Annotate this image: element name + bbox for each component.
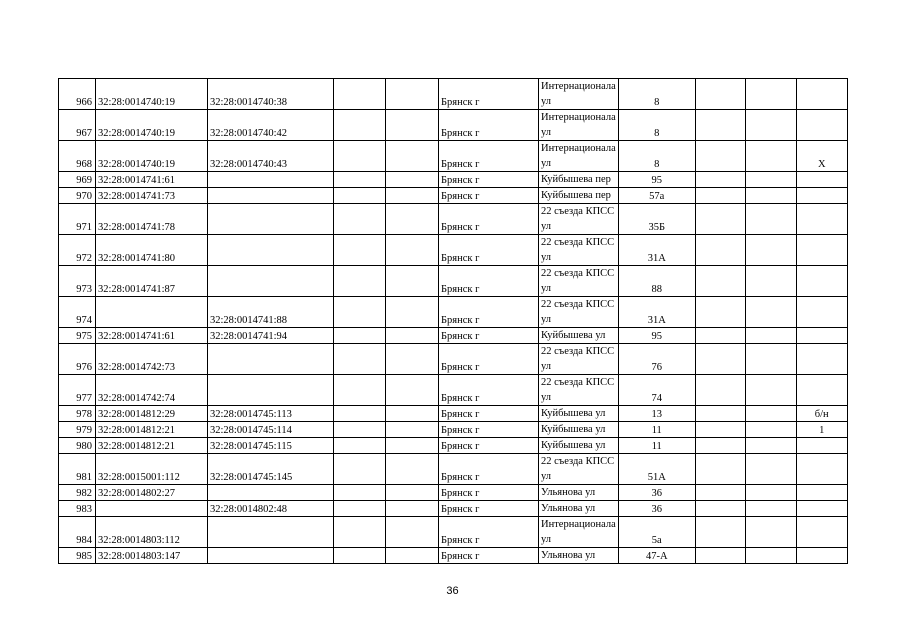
table-row [59,548,848,564]
empty-cell [334,79,386,110]
empty-cell [695,235,745,266]
row-number-cell: 978 [59,406,96,422]
city-cell: Брянск г [439,501,539,517]
cadastral-number-cell: 32:28:0014803:112 [96,517,208,548]
street-cell: Куйбышева пер [539,188,619,204]
note-cell [796,344,847,375]
empty-cell [386,517,439,548]
empty-cell [334,204,386,235]
empty-cell [695,141,745,172]
empty-cell [386,266,439,297]
street-cell: Интернационала ул [539,141,619,172]
house-number-cell: 8 [618,110,695,141]
house-number-cell: 36 [618,501,695,517]
house-number-cell: 8 [618,79,695,110]
table-row [59,375,848,406]
table-row [59,297,848,328]
table-row [59,172,848,188]
table-row [59,485,848,501]
city-cell: Брянск г [439,188,539,204]
cadastral-number-2-cell [208,548,334,564]
empty-cell [745,266,796,297]
table-row [59,406,848,422]
street-cell: 22 съезда КПСС ул [539,235,619,266]
row-number-cell: 974 [59,297,96,328]
street-cell: 22 съезда КПСС ул [539,454,619,485]
note-cell [796,454,847,485]
row-number-cell: 982 [59,485,96,501]
cadastral-number-cell: 32:28:0014742:73 [96,344,208,375]
city-cell: Брянск г [439,328,539,344]
cadastral-number-cell [96,297,208,328]
cadastral-number-2-cell [208,172,334,188]
empty-cell [695,328,745,344]
cadastral-number-2-cell: 32:28:0014745:145 [208,454,334,485]
cadastral-number-cell: 32:28:0014812:21 [96,438,208,454]
table-row [59,438,848,454]
empty-cell [695,501,745,517]
row-number-cell: 980 [59,438,96,454]
empty-cell [745,517,796,548]
empty-cell [386,297,439,328]
city-cell: Брянск г [439,204,539,235]
cadastral-number-2-cell [208,344,334,375]
house-number-cell: 11 [618,438,695,454]
empty-cell [695,517,745,548]
city-cell: Брянск г [439,517,539,548]
empty-cell [334,188,386,204]
empty-cell [386,438,439,454]
empty-cell [695,406,745,422]
empty-cell [745,110,796,141]
street-cell: 22 съезда КПСС ул [539,266,619,297]
empty-cell [386,344,439,375]
house-number-cell: 31А [618,297,695,328]
empty-cell [745,328,796,344]
empty-cell [745,204,796,235]
cadastral-number-cell: 32:28:0014812:21 [96,422,208,438]
row-number-cell: 971 [59,204,96,235]
empty-cell [334,235,386,266]
empty-cell [745,422,796,438]
note-cell [796,297,847,328]
empty-cell [334,517,386,548]
cadastral-number-cell: 32:28:0014740:19 [96,141,208,172]
cadastral-number-2-cell [208,375,334,406]
empty-cell [695,204,745,235]
registry-table [58,78,848,564]
house-number-cell: 74 [618,375,695,406]
cadastral-number-2-cell: 32:28:0014740:38 [208,79,334,110]
note-cell [796,235,847,266]
table-row [59,328,848,344]
table-row [59,344,848,375]
empty-cell [386,235,439,266]
empty-cell [745,548,796,564]
house-number-cell: 47-А [618,548,695,564]
cadastral-number-cell: 32:28:0014740:19 [96,110,208,141]
table-row [59,141,848,172]
house-number-cell: 13 [618,406,695,422]
city-cell: Брянск г [439,375,539,406]
house-number-cell: 95 [618,172,695,188]
row-number-cell: 969 [59,172,96,188]
note-cell [796,485,847,501]
page-number: 36 [446,585,459,597]
empty-cell [386,422,439,438]
cadastral-number-cell: 32:28:0014803:147 [96,548,208,564]
empty-cell [386,141,439,172]
table-row [59,454,848,485]
note-cell [796,548,847,564]
empty-cell [386,548,439,564]
city-cell: Брянск г [439,266,539,297]
city-cell: Брянск г [439,344,539,375]
note-cell: Х [796,141,847,172]
city-cell: Брянск г [439,406,539,422]
empty-cell [745,485,796,501]
city-cell: Брянск г [439,141,539,172]
cadastral-number-cell: 32:28:0014741:73 [96,188,208,204]
city-cell: Брянск г [439,235,539,266]
cadastral-number-2-cell: 32:28:0014745:114 [208,422,334,438]
empty-cell [334,454,386,485]
city-cell: Брянск г [439,172,539,188]
note-cell [796,517,847,548]
street-cell: Ульянова ул [539,548,619,564]
empty-cell [334,172,386,188]
empty-cell [334,422,386,438]
cadastral-number-2-cell: 32:28:0014741:88 [208,297,334,328]
empty-cell [334,375,386,406]
empty-cell [334,438,386,454]
note-cell [796,110,847,141]
empty-cell [695,485,745,501]
table-row [59,110,848,141]
cadastral-number-2-cell: 32:28:0014741:94 [208,328,334,344]
cadastral-number-cell: 32:28:0014802:27 [96,485,208,501]
empty-cell [334,141,386,172]
empty-cell [334,485,386,501]
street-cell: Интернационала ул [539,110,619,141]
city-cell: Брянск г [439,548,539,564]
house-number-cell: 8 [618,141,695,172]
empty-cell [386,375,439,406]
table-row [59,188,848,204]
row-number-cell: 973 [59,266,96,297]
row-number-cell: 968 [59,141,96,172]
cadastral-number-cell: 32:28:0014741:61 [96,328,208,344]
note-cell [796,204,847,235]
street-cell: Куйбышева ул [539,422,619,438]
house-number-cell: 35Б [618,204,695,235]
cadastral-number-2-cell: 32:28:0014745:115 [208,438,334,454]
empty-cell [745,406,796,422]
empty-cell [695,172,745,188]
cadastral-number-cell: 32:28:0014742:74 [96,375,208,406]
empty-cell [745,344,796,375]
row-number-cell: 985 [59,548,96,564]
empty-cell [745,141,796,172]
city-cell: Брянск г [439,422,539,438]
cadastral-number-2-cell [208,266,334,297]
cadastral-number-2-cell: 32:28:0014740:42 [208,110,334,141]
cadastral-number-cell: 32:28:0014812:29 [96,406,208,422]
cadastral-number-2-cell [208,485,334,501]
cadastral-number-cell [96,501,208,517]
empty-cell [745,501,796,517]
house-number-cell: 11 [618,422,695,438]
table-row [59,204,848,235]
house-number-cell: 31А [618,235,695,266]
empty-cell [386,110,439,141]
empty-cell [695,110,745,141]
empty-cell [745,375,796,406]
empty-cell [334,266,386,297]
table-row [59,501,848,517]
city-cell: Брянск г [439,79,539,110]
house-number-cell: 57а [618,188,695,204]
city-cell: Брянск г [439,454,539,485]
empty-cell [695,297,745,328]
cadastral-number-2-cell [208,517,334,548]
table-row [59,517,848,548]
street-cell: Ульянова ул [539,501,619,517]
street-cell: Куйбышева ул [539,406,619,422]
house-number-cell: 5а [618,517,695,548]
city-cell: Брянск г [439,438,539,454]
empty-cell [745,454,796,485]
street-cell: 22 съезда КПСС ул [539,204,619,235]
note-cell [796,501,847,517]
cadastral-number-cell: 32:28:0014741:78 [96,204,208,235]
street-cell: 22 съезда КПСС ул [539,344,619,375]
street-cell: Куйбышева ул [539,328,619,344]
table-row [59,266,848,297]
city-cell: Брянск г [439,297,539,328]
street-cell: 22 съезда КПСС ул [539,375,619,406]
empty-cell [386,485,439,501]
cadastral-number-2-cell [208,204,334,235]
note-cell [796,266,847,297]
empty-cell [745,297,796,328]
row-number-cell: 981 [59,454,96,485]
empty-cell [695,79,745,110]
street-cell: Интернационала ул [539,79,619,110]
empty-cell [695,438,745,454]
note-cell: 1 [796,422,847,438]
empty-cell [386,501,439,517]
cadastral-number-cell: 32:28:0014741:80 [96,235,208,266]
empty-cell [745,79,796,110]
empty-cell [695,375,745,406]
row-number-cell: 972 [59,235,96,266]
row-number-cell: 984 [59,517,96,548]
empty-cell [386,188,439,204]
cadastral-number-2-cell: 32:28:0014802:48 [208,501,334,517]
table-row [59,79,848,110]
house-number-cell: 88 [618,266,695,297]
empty-cell [745,172,796,188]
row-number-cell: 970 [59,188,96,204]
note-cell [796,375,847,406]
empty-cell [334,344,386,375]
note-cell [796,188,847,204]
empty-cell [334,297,386,328]
empty-cell [695,266,745,297]
empty-cell [386,79,439,110]
house-number-cell: 51А [618,454,695,485]
row-number-cell: 979 [59,422,96,438]
street-cell: Ульянова ул [539,485,619,501]
empty-cell [334,501,386,517]
table-row [59,422,848,438]
cadastral-number-cell: 32:28:0015001:112 [96,454,208,485]
empty-cell [695,422,745,438]
house-number-cell: 95 [618,328,695,344]
street-cell: 22 съезда КПСС ул [539,297,619,328]
empty-cell [695,188,745,204]
cadastral-number-2-cell: 32:28:0014740:43 [208,141,334,172]
empty-cell [695,454,745,485]
row-number-cell: 966 [59,79,96,110]
empty-cell [745,438,796,454]
note-cell [796,438,847,454]
note-cell [796,172,847,188]
cadastral-number-2-cell [208,235,334,266]
note-cell [796,328,847,344]
note-cell: б/н [796,406,847,422]
row-number-cell: 976 [59,344,96,375]
table-body [59,79,848,564]
empty-cell [745,188,796,204]
empty-cell [334,548,386,564]
table-row [59,235,848,266]
empty-cell [386,328,439,344]
empty-cell [334,328,386,344]
empty-cell [386,204,439,235]
cadastral-number-cell: 32:28:0014741:87 [96,266,208,297]
empty-cell [745,235,796,266]
empty-cell [334,406,386,422]
empty-cell [386,454,439,485]
house-number-cell: 36 [618,485,695,501]
city-cell: Брянск г [439,110,539,141]
row-number-cell: 977 [59,375,96,406]
row-number-cell: 975 [59,328,96,344]
note-cell [796,79,847,110]
cadastral-number-cell: 32:28:0014741:61 [96,172,208,188]
empty-cell [695,548,745,564]
street-cell: Куйбышева пер [539,172,619,188]
city-cell: Брянск г [439,485,539,501]
empty-cell [695,344,745,375]
cadastral-number-2-cell [208,188,334,204]
cadastral-number-cell: 32:28:0014740:19 [96,79,208,110]
empty-cell [334,110,386,141]
empty-cell [386,172,439,188]
empty-cell [386,406,439,422]
row-number-cell: 983 [59,501,96,517]
cadastral-number-2-cell: 32:28:0014745:113 [208,406,334,422]
house-number-cell: 76 [618,344,695,375]
street-cell: Интернационала ул [539,517,619,548]
street-cell: Куйбышева ул [539,438,619,454]
row-number-cell: 967 [59,110,96,141]
